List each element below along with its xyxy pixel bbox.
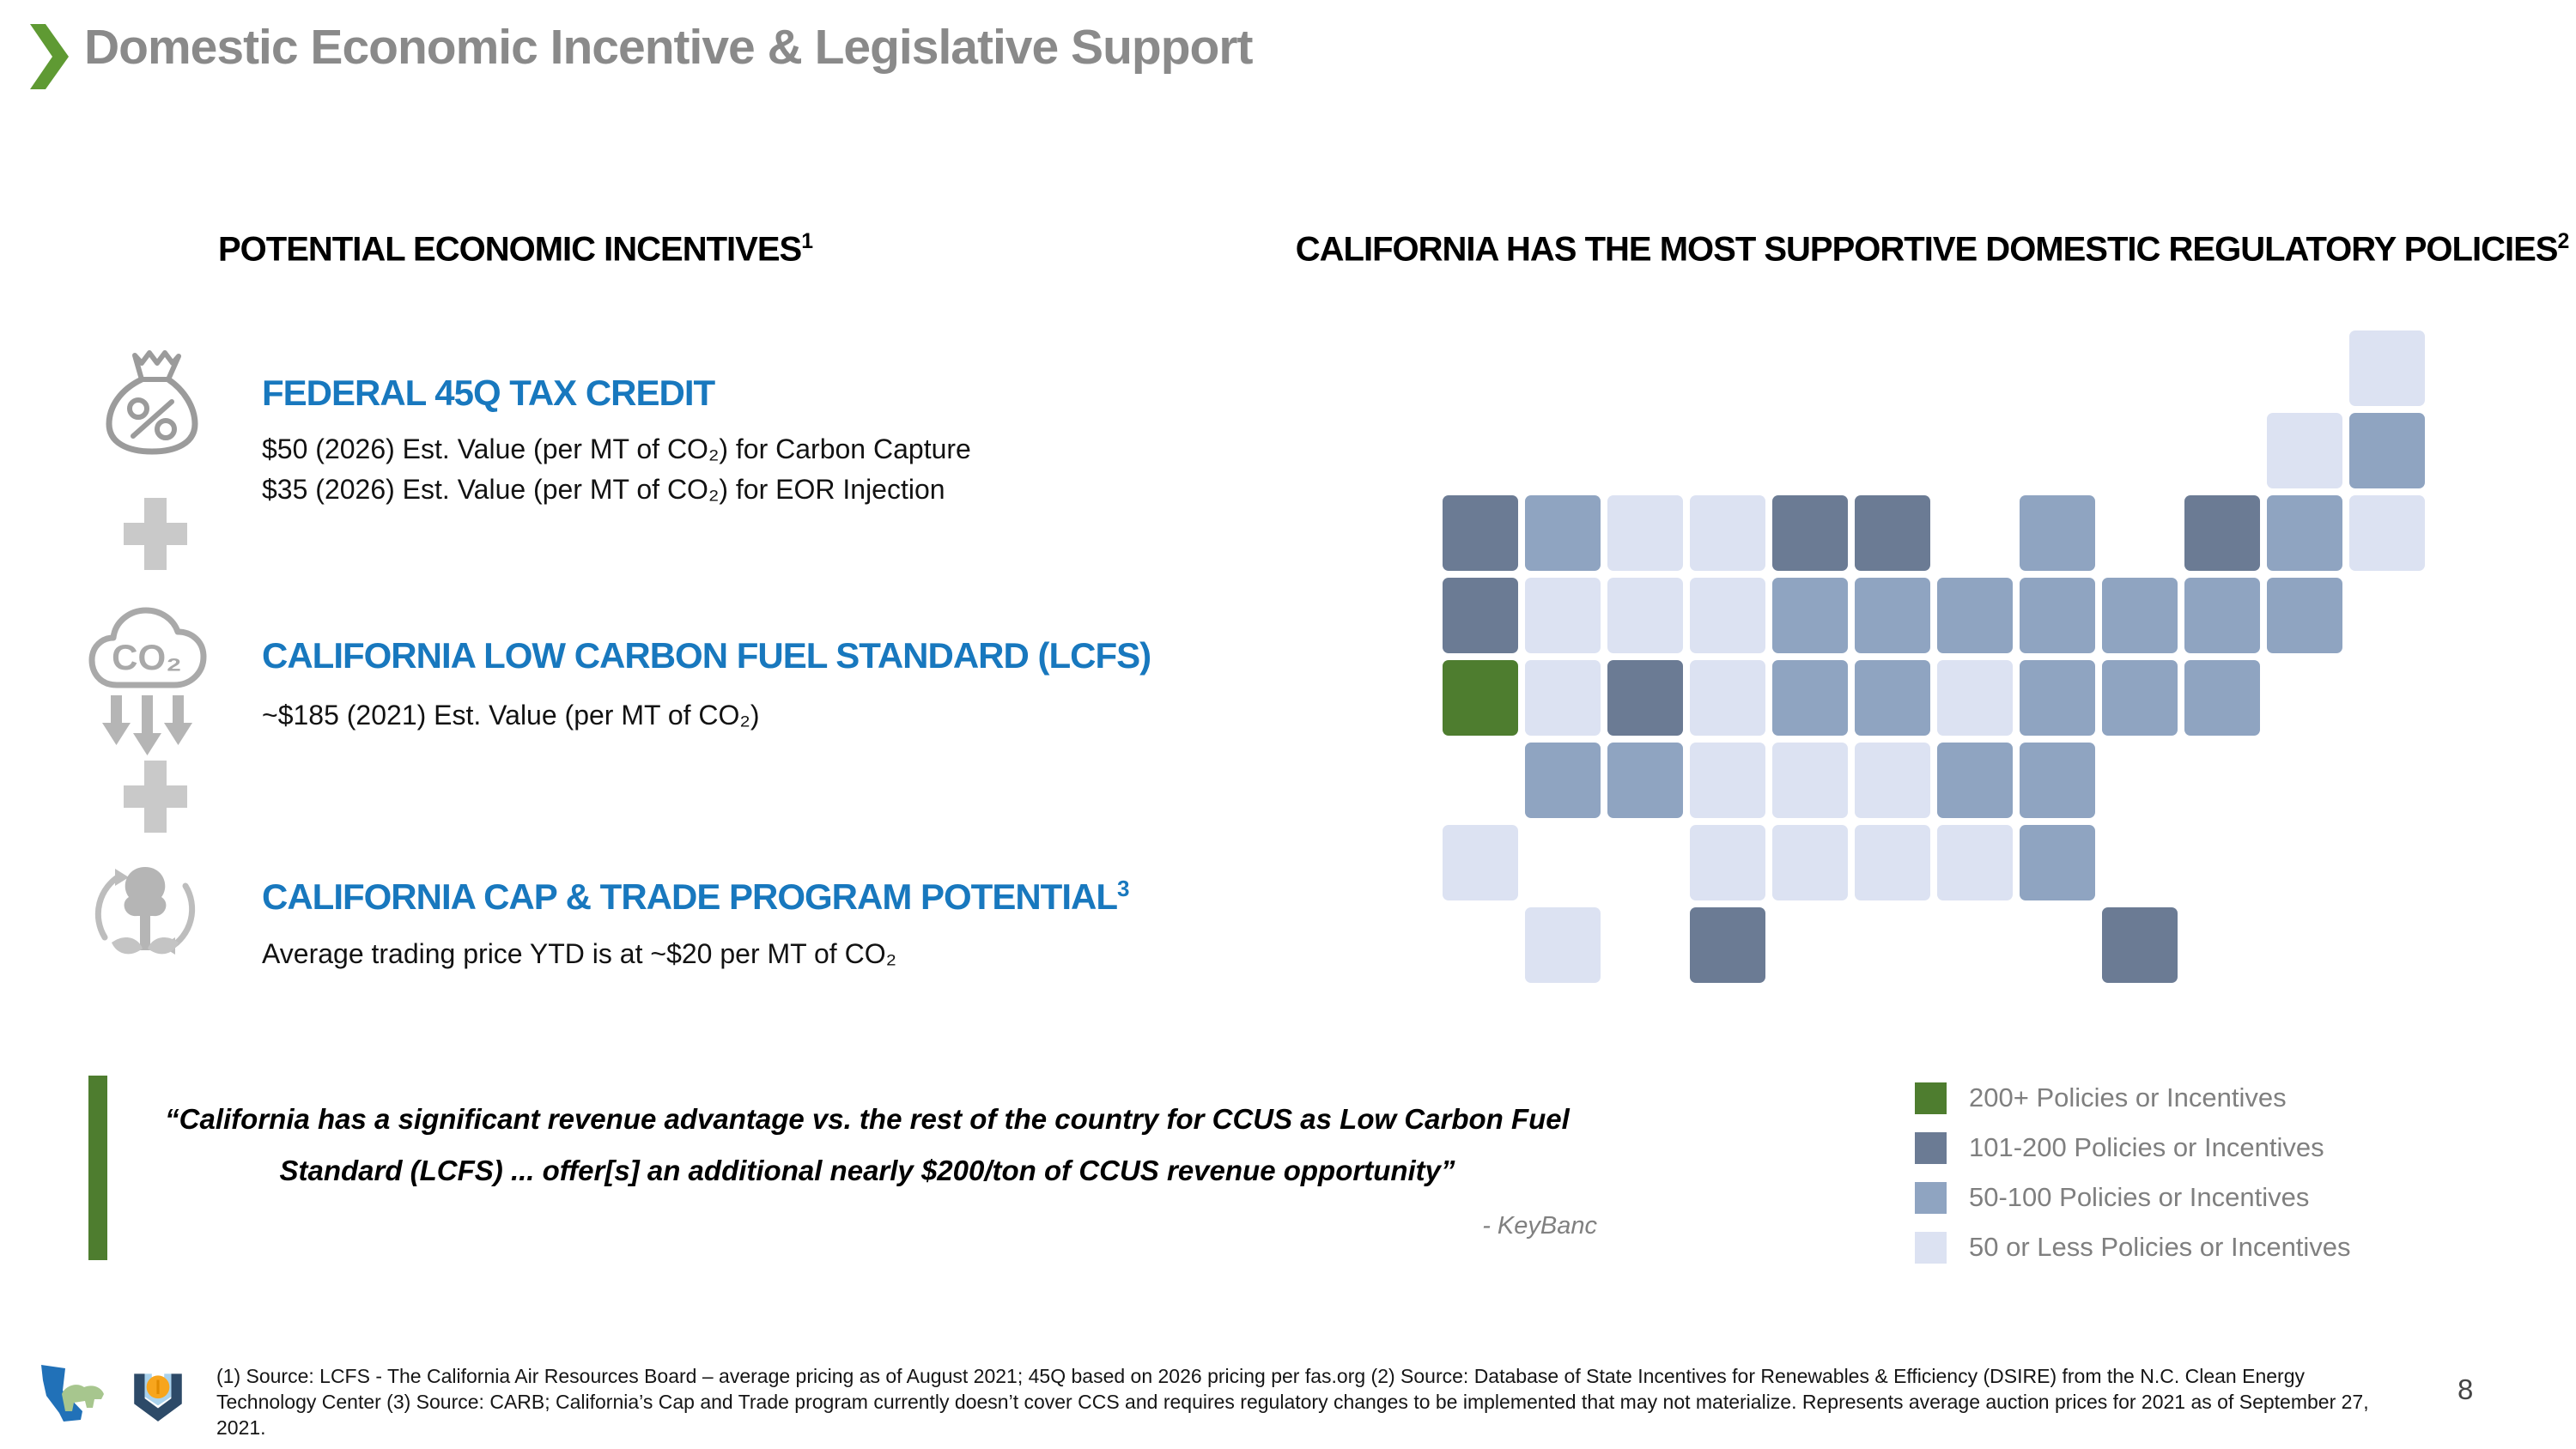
state-tile-me	[2349, 330, 2425, 406]
state-tile-tn	[1855, 743, 1930, 818]
left-heading-footnote-ref: 1	[801, 230, 812, 253]
state-tile-nh	[2349, 413, 2425, 488]
legend-swatch	[1915, 1182, 1947, 1214]
state-tile-va	[2020, 660, 2095, 736]
legend-label: 50-100 Policies or Incentives	[1969, 1182, 2310, 1212]
legend-swatch	[1915, 1132, 1947, 1164]
right-heading-footnote-ref: 2	[2557, 230, 2569, 253]
state-tile-il	[1855, 578, 1930, 653]
state-tile-az	[1525, 743, 1601, 818]
state-tile-ca	[1443, 660, 1518, 736]
left-column-heading	[120, 230, 910, 269]
legend-row	[1915, 1123, 2351, 1173]
state-tile-nm	[1607, 743, 1683, 818]
state-tile-nj	[2184, 578, 2260, 653]
state-tile-wv	[1937, 660, 2013, 736]
plus-icon	[124, 498, 187, 570]
state-tile-wa	[1443, 495, 1518, 571]
state-tile-tx	[1690, 907, 1765, 983]
cap-trade-globe-icon	[86, 852, 204, 976]
cap-trade-footnote-ref: 3	[1117, 876, 1129, 901]
svg-text:CO₂: CO₂	[112, 637, 182, 677]
state-tile-al	[1937, 825, 2013, 900]
state-tile-ny	[2184, 495, 2260, 571]
state-tile-nc	[1937, 743, 2013, 818]
state-tile-ri	[2349, 495, 2425, 571]
state-tile-ga	[2020, 825, 2095, 900]
legend-label: 50 or Less Policies or Incentives	[1969, 1232, 2351, 1262]
state-tile-ky	[1855, 660, 1930, 736]
state-tile-hi	[1525, 907, 1601, 983]
state-tile-wi	[1855, 495, 1930, 571]
state-tile-ms	[1855, 825, 1930, 900]
incentive-title-45q: FEDERAL 45Q TAX CREDIT	[262, 373, 715, 413]
state-tile-nd	[1690, 495, 1765, 571]
incentive-desc-lcfs-line1: ~$185 (2021) Est. Value (per MT of CO₂)	[262, 700, 760, 731]
state-tile-ut	[1525, 660, 1601, 736]
map-legend	[1915, 1073, 2351, 1272]
quote-attribution: - KeyBanc	[1482, 1212, 1597, 1240]
quote-line-1: “California has a significant revenue advantage vs. the rest of the country for CCUS as Low Carbon Fuel	[165, 1103, 1570, 1135]
footnotes	[216, 1363, 2369, 1440]
state-tile-ct	[2267, 578, 2342, 653]
incentive-desc-cap-trade	[262, 934, 896, 974]
hexagon-coin-logo	[127, 1363, 189, 1429]
state-tile-wy	[1607, 578, 1683, 653]
state-tile-oh	[2020, 578, 2095, 653]
legend-row	[1915, 1173, 2351, 1222]
page-number: 8	[2458, 1373, 2474, 1405]
co2-cloud-arrows-icon	[84, 599, 211, 785]
incentive-desc-45q-line1: $50 (2026) Est. Value (per MT of CO₂) for Carbon Capture	[262, 433, 971, 464]
page-title: Domestic Economic Incentive & Legislative Support	[84, 20, 1253, 75]
money-bag-percent-icon	[100, 345, 204, 463]
quote-line-2: Standard (LCFS) ... offer[s] an additional nearly $200/ton of CCUS revenue opportunity”	[279, 1155, 1455, 1186]
legend-swatch	[1915, 1082, 1947, 1114]
legend-row	[1915, 1073, 2351, 1123]
state-tile-fl	[2102, 907, 2178, 983]
plus-icon	[124, 761, 187, 833]
california-bear-logo	[36, 1363, 118, 1429]
incentive-title-cap-trade	[262, 876, 1128, 918]
state-tile-pa	[2102, 578, 2178, 653]
state-tile-mi	[2020, 495, 2095, 571]
state-tile-nv	[1525, 578, 1601, 653]
state-tile-ar	[1772, 743, 1848, 818]
right-heading-text: CALIFORNIA HAS THE MOST SUPPORTIVE DOMESTIC REGULATORY POLICIES	[1295, 230, 2558, 269]
legend-label: 101-200 Policies or Incentives	[1969, 1132, 2324, 1162]
state-tile-mn	[1772, 495, 1848, 571]
state-tile-sc	[2020, 743, 2095, 818]
state-tile-or	[1443, 578, 1518, 653]
chevron-right-icon	[26, 24, 70, 94]
incentive-title-cap-trade-text: CALIFORNIA CAP & TRADE PROGRAM POTENTIAL	[262, 876, 1117, 917]
incentive-desc-45q	[262, 429, 971, 510]
state-tile-ks	[1690, 743, 1765, 818]
legend-label: 200+ Policies or Incentives	[1969, 1082, 2287, 1113]
state-tile-in	[1937, 578, 2013, 653]
state-tile-ma	[2267, 495, 2342, 571]
right-column-heading	[1288, 230, 2576, 269]
left-heading-text: POTENTIAL ECONOMIC INCENTIVES	[218, 230, 802, 269]
state-tile-mt	[1607, 495, 1683, 571]
state-tile-la	[1772, 825, 1848, 900]
incentive-desc-cap-trade-line1: Average trading price YTD is at ~$20 per MT of CO₂	[262, 938, 896, 969]
state-tile-ak	[1443, 825, 1518, 900]
incentive-desc-lcfs	[262, 695, 760, 736]
footnote-line: (1) Source: LCFS - The California Air Resources Board – average pricing as of August 2021; 45Q based on 2026 pricing per fas.org (2) Source: Database of State Incentives for Renewables & Efficiency (DSIRE) from the N.C. Clean Energy	[216, 1365, 2305, 1387]
footnote-line: 2021.	[216, 1416, 266, 1439]
state-tile-co	[1607, 660, 1683, 736]
legend-row	[1915, 1222, 2351, 1272]
footnote-line: Technology Center (3) Source: CARB; California’s Cap and Trade program currently doesn’t cover CCS and requires regulatory changes to be implemented that may not materialize. Represents average auction prices for 2021 as of September 27,	[216, 1391, 2369, 1413]
incentive-title-lcfs: CALIFORNIA LOW CARBON FUEL STANDARD (LCFS)	[262, 635, 1151, 676]
state-tile-de	[2184, 660, 2260, 736]
state-tile-mo	[1772, 660, 1848, 736]
state-tile-ne	[1690, 660, 1765, 736]
quote-accent-bar	[88, 1076, 107, 1260]
legend-swatch	[1915, 1232, 1947, 1264]
state-tile-id	[1525, 495, 1601, 571]
state-tile-sd	[1690, 578, 1765, 653]
incentive-desc-45q-line2: $35 (2026) Est. Value (per MT of CO₂) for EOR Injection	[262, 474, 945, 505]
us-map	[1443, 330, 2432, 990]
state-tile-ia	[1772, 578, 1848, 653]
state-tile-md	[2102, 660, 2178, 736]
state-tile-vt	[2267, 413, 2342, 488]
state-tile-ok	[1690, 825, 1765, 900]
